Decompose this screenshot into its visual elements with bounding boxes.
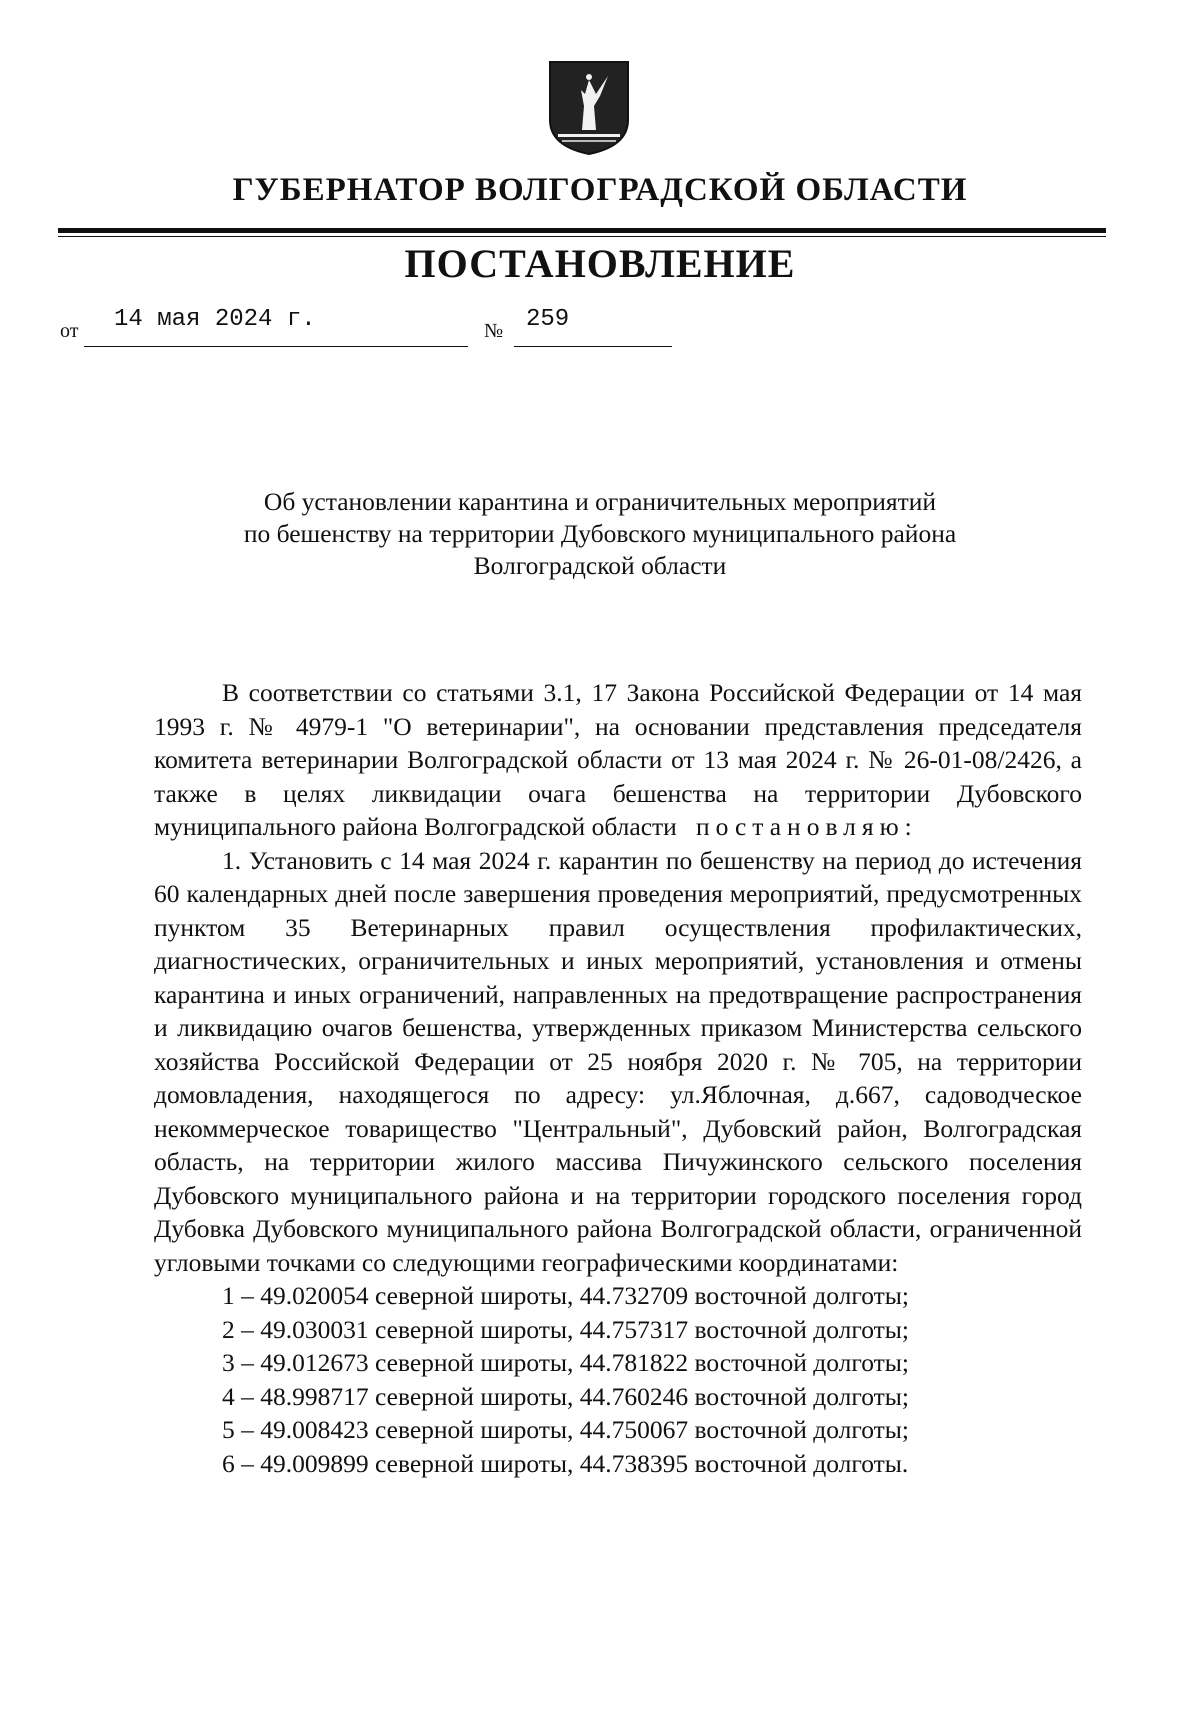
issuing-authority: ГУБЕРНАТОР ВОЛГОГРАДСКОЙ ОБЛАСТИ [232, 172, 968, 208]
subject-line: Об установлении карантина и ограничительных мероприятий [263, 487, 937, 516]
preamble-text: В соответствии со статьями 3.1, 17 Закона Российской Федерации от 14 мая 1993 г. № 4979-1 "О ветеринарии", на основании представления председателя комитета ветеринарии Волгоградской области от 13 мая 2024 г. № 26-01-08/2426, а также в целях ликвидации очага бешенства на территории Дубовского муниципального района Волгоградской области [154, 678, 1082, 841]
document-type-title: ПОСТАНОВЛЕНИЕ [404, 241, 796, 286]
coordinate-item: 6 – 49.009899 северной широты, 44.738395 восточной долготы. [222, 1448, 909, 1478]
item-1-paragraph: 1. Установить с 14 мая 2024 г. карантин по бешенству на период до истечения 60 календарных дней после завершения проведения мероприятий, предусмотренных пунктом 35 Ветеринарных правил осуществления профилактических, диагностических, ограничительных и иных мероприятий, установления и отмены карантина и иных ограничений, направленных на предотвращение распространения и ликвидацию очагов бешенства, утвержденных приказом Министерства сельского хозяйства Российской Федерации от 25 ноября 2020 г. № 705, на территории домовладения, находящегося по адресу: ул.Яблочная, д.667, садоводческое некоммерческое товарищество "Центральный", Дубовский район, Волгоградская область, на территории жилого массива Пичужинского сельского поселения Дубовского муниципального района и на территории городского поселения город Дубовка Дубовского муниципального района Волгоградской области, ограниченной угловыми точками со следующими географическими координатами: [154, 845, 1082, 1277]
document-body [154, 676, 1082, 1480]
date-underline [84, 346, 468, 347]
coordinate-item: 4 – 48.998717 северной широты, 44.760246 восточной долготы; [222, 1381, 909, 1411]
decree-word: постановляю: [695, 812, 918, 841]
date-label: от [60, 320, 79, 342]
subject-line: по бешенству на территории Дубовского муниципального района [243, 519, 957, 548]
header-divider-thin [58, 236, 1106, 237]
coat-of-arms-emblem [548, 60, 630, 156]
preamble-paragraph [154, 676, 1082, 844]
coordinate-item: 1 – 49.020054 северной широты, 44.732709 восточной долготы; [222, 1281, 909, 1310]
header-divider [58, 228, 1106, 233]
subject-line: Волгоградской области [473, 551, 727, 580]
number-label: № [484, 320, 504, 342]
coordinates-list [154, 1279, 1082, 1480]
number-underline [514, 346, 672, 347]
coordinate-item: 2 – 49.030031 северной широты, 44.757317 восточной долготы; [222, 1314, 909, 1344]
document-subject [160, 486, 1040, 582]
number-value: 259 [526, 306, 570, 333]
date-value: 14 мая 2024 г. [114, 306, 316, 333]
coordinate-item: 5 – 49.008423 северной широты, 44.750067 восточной долготы; [222, 1415, 909, 1444]
coordinate-item: 3 – 49.012673 северной широты, 44.781822 восточной долготы; [222, 1348, 909, 1377]
